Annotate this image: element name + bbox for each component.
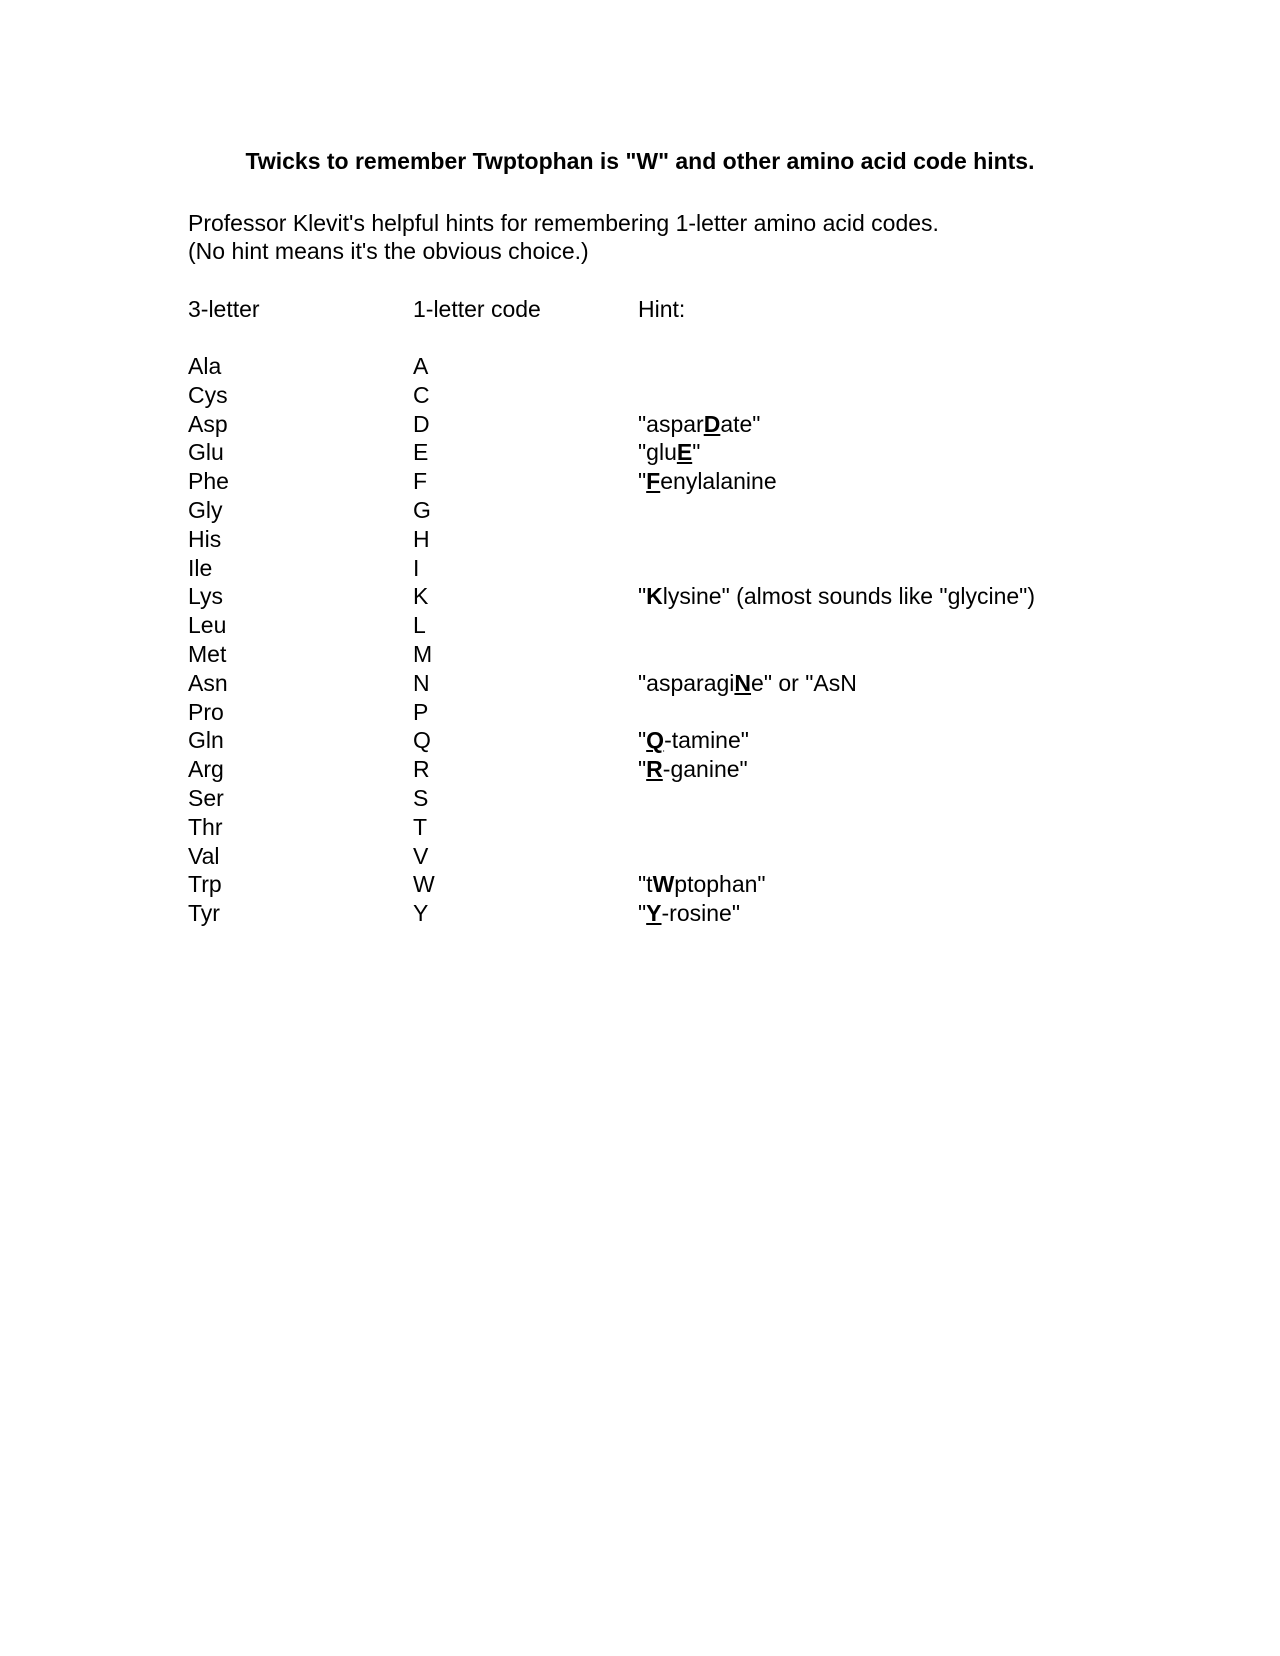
hint-emphasis: Y (646, 900, 662, 927)
header-one-letter: 1-letter code (413, 296, 541, 322)
one-letter-code: Y (413, 900, 429, 927)
table-row (0, 554, 1280, 583)
table-row (0, 438, 1280, 467)
table-row (0, 669, 1280, 698)
table-row (0, 726, 1280, 755)
one-letter-code: R (413, 756, 430, 783)
intro-line-1: Professor Klevit's helpful hints for remembering 1-letter amino acid codes. (188, 210, 939, 236)
table-row (0, 525, 1280, 554)
table-row (0, 784, 1280, 813)
hint-segment: "t (638, 871, 653, 898)
hint-segment: " (638, 468, 647, 495)
table-row (0, 467, 1280, 496)
hint-text (638, 467, 777, 495)
hint-text (638, 410, 760, 438)
table-row (0, 611, 1280, 640)
one-letter-code: D (413, 410, 430, 437)
one-letter-code: F (413, 468, 428, 495)
three-letter-code: Arg (188, 756, 224, 783)
hint-segment: " (638, 756, 647, 783)
hint-segment: "aspar (638, 410, 704, 437)
one-letter-code: L (413, 612, 426, 639)
one-letter-code: C (413, 381, 430, 408)
hint-segment: " (638, 583, 647, 610)
hint-segment: " (692, 439, 701, 466)
three-letter-code: Gly (188, 496, 223, 523)
table-row (0, 582, 1280, 611)
hint-text (638, 726, 749, 754)
hint-segment: "asparagi (638, 669, 735, 696)
table-row (0, 640, 1280, 669)
table-row (0, 381, 1280, 410)
table-row (0, 755, 1280, 784)
three-letter-code: Ser (188, 784, 224, 811)
three-letter-code: Glu (188, 439, 224, 466)
hint-emphasis: Q (646, 727, 665, 754)
hint-text (638, 669, 857, 697)
one-letter-code: S (413, 784, 429, 811)
hint-segment: " (638, 900, 647, 927)
three-letter-code: Gln (188, 727, 224, 754)
hint-text (638, 899, 740, 927)
hint-segment: ate" (720, 410, 761, 437)
hint-segment: ptophan" (674, 871, 766, 898)
hint-segment: -rosine" (661, 900, 740, 927)
intro-line-2: (No hint means it's the obvious choice.) (188, 238, 589, 264)
table-row (0, 410, 1280, 439)
one-letter-code: P (413, 698, 429, 725)
hint-text (638, 582, 1035, 610)
three-letter-code: His (188, 525, 222, 552)
one-letter-code: A (413, 353, 429, 379)
three-letter-code: Val (188, 842, 220, 869)
three-letter-code: Asp (188, 410, 228, 437)
table-row (0, 352, 1280, 381)
three-letter-code: Tyr (188, 900, 220, 927)
three-letter-code: Lys (188, 583, 223, 610)
one-letter-code: Q (413, 727, 431, 754)
table-row (0, 496, 1280, 525)
three-letter-code: Cys (188, 381, 228, 408)
header-three-letter: 3-letter (188, 296, 260, 322)
one-letter-code: V (413, 842, 429, 869)
hint-segment: lysine" (almost sounds like "glycine") (662, 583, 1035, 610)
three-letter-code: Leu (188, 612, 227, 639)
table-row (0, 842, 1280, 871)
three-letter-code: Met (188, 640, 227, 667)
table-row (0, 870, 1280, 899)
one-letter-code: T (413, 813, 428, 840)
hint-segment: -tamine" (664, 727, 749, 754)
hint-emphasis: D (703, 410, 721, 437)
one-letter-code: K (413, 583, 429, 610)
hint-emphasis: R (646, 756, 663, 783)
one-letter-code: G (413, 496, 431, 523)
three-letter-code: Trp (188, 871, 222, 898)
three-letter-code: Pro (188, 698, 224, 725)
page-title: Twicks to remember Twptophan is "W" and other amino acid code hints. (245, 148, 1035, 174)
table-header (0, 295, 1280, 323)
hint-emphasis: E (676, 439, 693, 466)
one-letter-code: H (413, 525, 430, 552)
hint-segment: enylalanine (660, 468, 777, 495)
table-row (0, 899, 1280, 928)
three-letter-code: Ile (188, 554, 213, 581)
hint-emphasis: N (734, 669, 752, 696)
hint-segment: e" or "AsN (751, 669, 857, 696)
three-letter-code: Phe (188, 468, 229, 495)
table-row (0, 698, 1280, 727)
one-letter-code: E (413, 439, 429, 466)
table-row (0, 813, 1280, 842)
hint-segment: " (638, 727, 647, 754)
three-letter-code: Ala (188, 353, 222, 379)
hint-emphasis: K (646, 583, 663, 610)
one-letter-code: M (413, 640, 433, 667)
one-letter-code: N (413, 669, 430, 696)
hint-emphasis: F (646, 468, 661, 495)
hint-text (638, 438, 700, 466)
one-letter-code: W (413, 871, 435, 898)
one-letter-code: I (413, 554, 420, 581)
hint-text (638, 870, 766, 898)
hint-emphasis: W (652, 871, 675, 898)
three-letter-code: Thr (188, 813, 223, 840)
hint-text (638, 755, 748, 783)
header-hint: Hint: (638, 296, 686, 322)
amino-acid-table (0, 352, 1280, 928)
hint-segment: -ganine" (662, 756, 748, 783)
three-letter-code: Asn (188, 669, 228, 696)
hint-segment: "glu (638, 439, 677, 466)
